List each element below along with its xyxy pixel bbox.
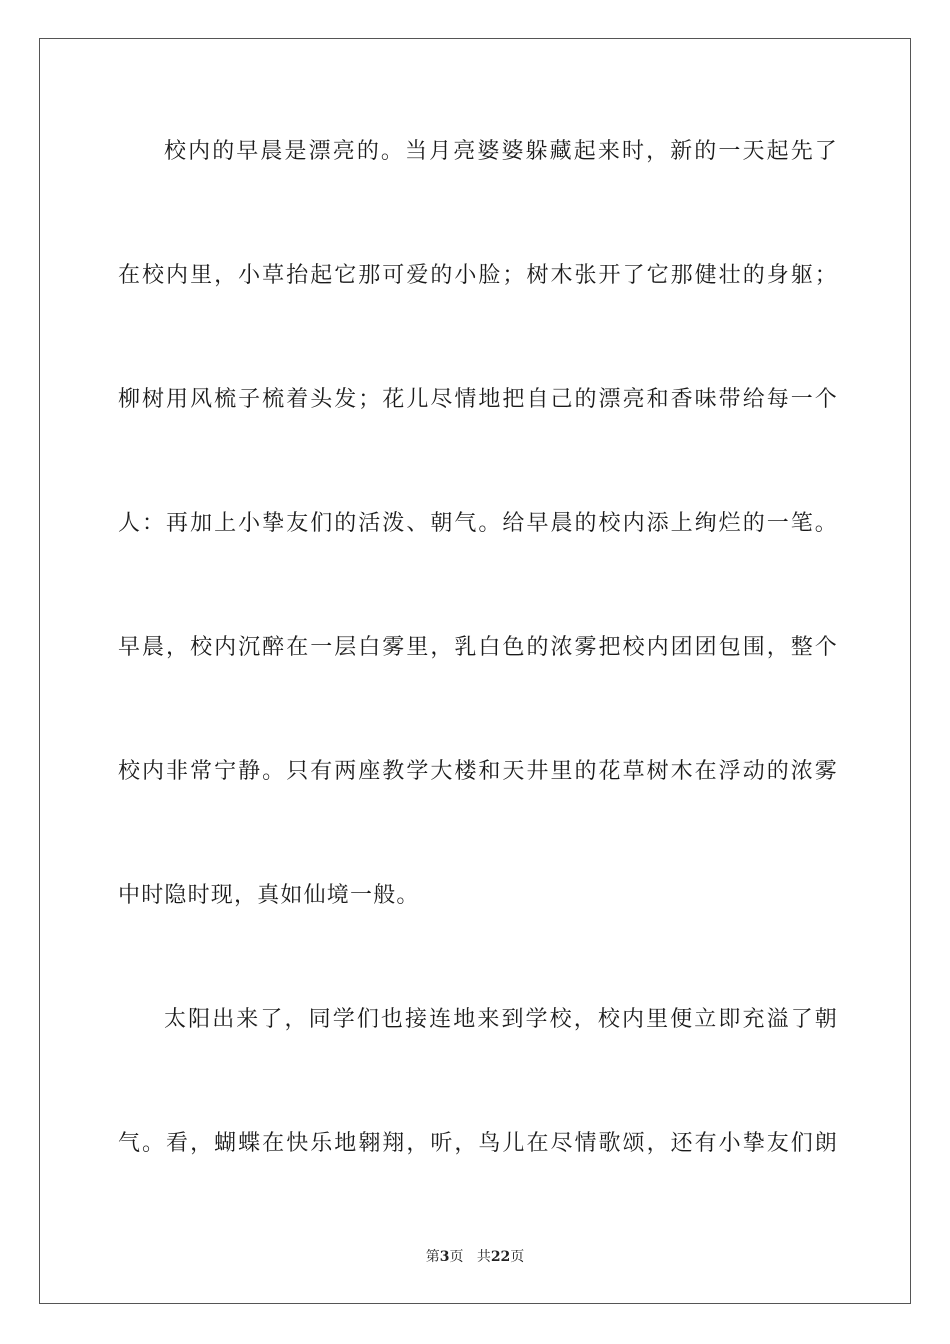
footer-total-prefix: 共 <box>476 1249 491 1265</box>
footer-page-current: 3 <box>439 1249 450 1265</box>
paragraph-1-line-6: 校内非常宁静。只有两座教学大楼和天井里的花草树木在浮动的浓雾 <box>118 759 838 784</box>
page-footer <box>0 1247 950 1267</box>
paragraph-1-line-3: 柳树用风梳子梳着头发；花儿尽情地把自己的漂亮和香味带给每一个 <box>118 387 838 412</box>
paragraph-2-line-1: 太阳出来了，同学们也接连地来到学校，校内里便立即充溢了朝 <box>164 1007 838 1032</box>
paragraph-1-line-1: 校内的早晨是漂亮的。当月亮婆婆躲藏起来时，新的一天起先了 <box>164 139 838 164</box>
paragraph-1-line-5: 早晨，校内沉醉在一层白雾里，乳白色的浓雾把校内团团包围，整个 <box>118 635 838 660</box>
footer-total-unit: 页 <box>510 1249 525 1265</box>
paragraph-1-line-4: 人：再加上小挚友们的活泼、朝气。给早晨的校内添上绚烂的一笔。 <box>118 511 838 536</box>
footer-page-unit: 页 <box>449 1249 464 1265</box>
paragraph-1-line-2: 在校内里，小草抬起它那可爱的小脸；树木张开了它那健壮的身躯； <box>118 263 838 288</box>
paragraph-1-line-7: 中时隐时现，真如仙境一般。 <box>118 883 420 908</box>
page-border <box>39 38 911 1304</box>
footer-page-total: 22 <box>490 1249 511 1265</box>
footer-page-prefix: 第 <box>425 1249 440 1265</box>
paragraph-2-line-2: 气。看，蝴蝶在快乐地翱翔，听，鸟儿在尽情歌颂，还有小挚友们朗 <box>118 1131 838 1156</box>
